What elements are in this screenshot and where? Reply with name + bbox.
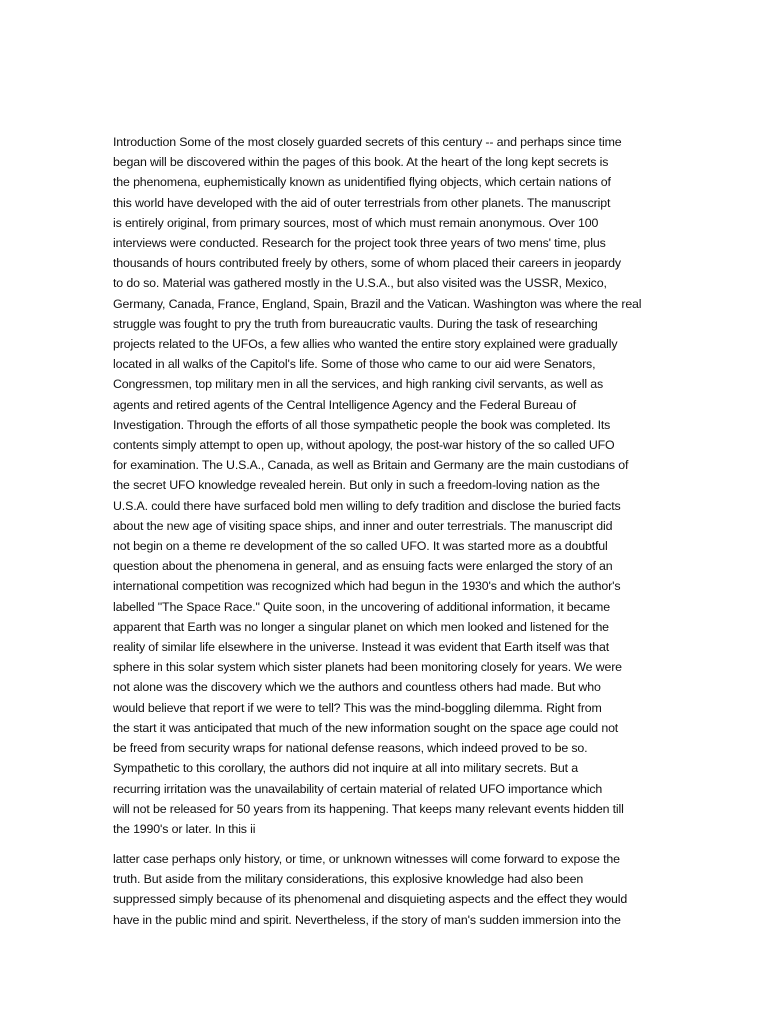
text-line: Germany, Canada, France, England, Spain, Brazil and the Vatican. Washington was where the real	[113, 296, 642, 311]
text-line: is entirely original, from primary sources, most of which must remain anonymous. Over 100	[113, 215, 599, 230]
text-line: thousands of hours contributed freely by others, some of whom placed their careers in jeopardy	[113, 256, 621, 271]
text-line: have in the public mind and spirit. Nevertheless, if the story of man's sudden immersion into the	[113, 912, 621, 927]
text-line: be freed from security wraps for national defense reasons, which indeed proved to be so.	[113, 741, 588, 756]
text-line: agents and retired agents of the Central Intelligence Agency and the Federal Bureau of	[113, 397, 577, 412]
text-line: international competition was recognized which had begun in the 1930's and which the author's	[113, 579, 621, 594]
continuation-paragraph	[113, 849, 661, 930]
text-line: this world have developed with the aid of outer terrestrials from other planets. The manuscript	[113, 195, 611, 210]
text-line: located in all walks of the Capitol's life. Some of those who came to our aid were Senators,	[113, 357, 596, 372]
text-line: the phenomena, euphemistically known as unidentified flying objects, which certain nations of	[113, 175, 611, 190]
text-line: to do so. Material was gathered mostly in the U.S.A., but also visited was the USSR, Mexico,	[113, 276, 607, 291]
text-line: latter case perhaps only history, or time, or unknown witnesses will come forward to expose the	[113, 852, 620, 866]
text-line: Congressmen, top military men in all the services, and high ranking civil servants, as well as	[113, 377, 604, 392]
text-line: question about the phenomena in general, and as ensuing facts were enlarged the story of an	[113, 559, 613, 574]
text-line: not alone was the discovery which we the authors and countless others had made. But who	[113, 680, 601, 695]
text-line: apparent that Earth was no longer a singular planet on which men looked and listened for the	[113, 619, 609, 634]
text-line: will not be released for 50 years from its happening. That keeps many relevant events hidden till	[113, 801, 624, 816]
text-line: labelled "The Space Race." Quite soon, in the uncovering of additional information, it became	[113, 599, 610, 614]
text-line: sphere in this solar system which sister planets had been monitoring closely for years. We were	[113, 660, 622, 675]
text-line: interviews were conducted. Research for the project took three years of two mens' time, plus	[113, 236, 606, 251]
text-line: contents simply attempt to open up, without apology, the post-war history of the so called UFO	[113, 438, 615, 453]
text-line: projects related to the UFOs, a few allies who wanted the entire story explained were gradually	[113, 337, 618, 352]
text-line: Investigation. Through the efforts of all those sympathetic people the book was completed. Its	[113, 417, 611, 432]
text-line: would believe that report if we were to tell? This was the mind-boggling dilemma. Right from	[113, 700, 602, 715]
text-line: the 1990's or later. In this ii	[113, 821, 256, 836]
text-line: struggle was fought to pry the truth from bureaucratic vaults. During the task of researching	[113, 316, 598, 331]
text-line: the start it was anticipated that much of the new information sought on the space age could not	[113, 720, 619, 735]
text-line: U.S.A. could there have surfaced bold men willing to defy tradition and disclose the buried facts	[113, 498, 621, 513]
text-line: Introduction Some of the most closely guarded secrets of this century -- and perhaps since time	[113, 135, 622, 149]
text-line: suppressed simply because of its phenomenal and disquieting aspects and the effect they would	[113, 892, 628, 907]
text-line: truth. But aside from the military considerations, this explosive knowledge had also been	[113, 872, 584, 887]
text-line: about the new age of visiting space ships, and inner and outer terrestrials. The manuscript did	[113, 518, 613, 533]
text-line: not begin on a theme re development of the so called UFO. It was started more as a doubtful	[113, 539, 608, 554]
text-line: Sympathetic to this corollary, the authors did not inquire at all into military secrets. But a	[113, 761, 578, 776]
text-line: the secret UFO knowledge revealed herein. But only in such a freedom-loving nation as the	[113, 478, 600, 493]
text-line: recurring irritation was the unavailability of certain material of related UFO importance which	[113, 781, 603, 796]
text-line: began will be discovered within the pages of this book. At the heart of the long kept secrets is	[113, 155, 609, 170]
text-line: reality of similar life elsewhere in the universe. Instead it was evident that Earth itself was that	[113, 640, 610, 655]
introduction-paragraph	[113, 132, 661, 839]
text-line: for examination. The U.S.A., Canada, as well as Britain and Germany are the main custodians of	[113, 458, 629, 473]
